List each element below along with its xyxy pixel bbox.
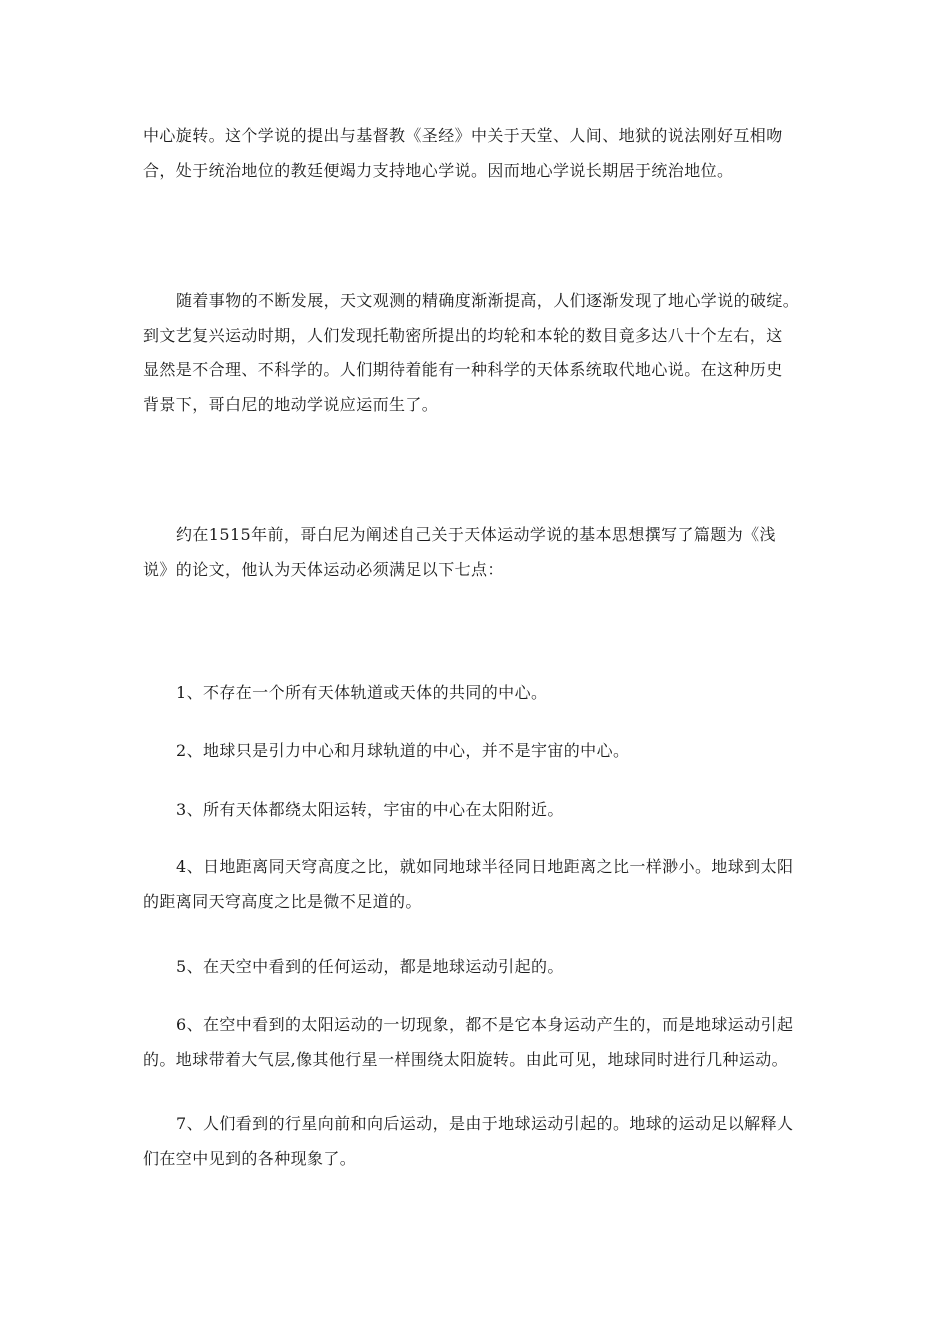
list-item-6 <box>143 1008 815 1077</box>
text-line: 5、在天空中看到的任何运动，都是地球运动引起的。 <box>176 957 564 976</box>
text-line: 们在空中见到的各种现象了。 <box>143 1148 357 1168</box>
text-line: 的距离同天穹高度之比是微不足道的。 <box>143 891 422 911</box>
text-line: 7、人们看到的行星向前和向后运动，是由于地球运动引起的。地球的运动足以解释人 <box>176 1114 794 1133</box>
list-item-3 <box>143 793 815 828</box>
text-line: 6、在空中看到的太阳运动的一切现象，都不是它本身运动产生的，而是地球运动引起 <box>176 1015 794 1034</box>
text-line: 4、日地距离同天穹高度之比，就如同地球半径同日地距离之比一样渺小。地球到太阳 <box>176 857 794 876</box>
list-item-1 <box>143 676 815 711</box>
paragraph-heliocentric-background <box>143 284 815 422</box>
text-line: 显然是不合理、不科学的。人们期待着能有一种科学的天体系统取代地心说。在这种历史 <box>143 360 783 379</box>
text-line: 的。地球带着大气层,像其他行星一样围绕太阳旋转。由此可见，地球同时进行几种运动。 <box>143 1049 789 1069</box>
list-item-7 <box>143 1107 815 1176</box>
text-line: 随着事物的不断发展，天文观测的精确度渐渐提高，人们逐渐发现了地心学说的破绽。 <box>176 291 800 310</box>
text-line: 约在1515年前，哥白尼为阐述自己关于天体运动学说的基本思想撰写了篇题为《浅 <box>176 525 776 544</box>
list-item-5 <box>143 950 815 985</box>
paragraph-commentariolus <box>143 518 815 587</box>
text-line: 3、所有天体都绕太阳运转，宇宙的中心在太阳附近。 <box>176 800 564 819</box>
text-line: 1、不存在一个所有天体轨道或天体的共同的中心。 <box>176 683 548 702</box>
list-item-4 <box>143 850 815 919</box>
paragraph-geocentric-church <box>143 119 815 188</box>
text-line: 合，处于统治地位的教廷便竭力支持地心学说。因而地心学说长期居于统治地位。 <box>143 160 734 180</box>
list-item-2 <box>143 734 815 769</box>
text-line: 到文艺复兴运动时期，人们发现托勒密所提出的均轮和本轮的数目竟多达八十个左右，这 <box>143 325 783 345</box>
text-line: 中心旋转。这个学说的提出与基督教《圣经》中关于天堂、人间、地狱的说法刚好互相吻 <box>143 126 783 145</box>
text-line: 说》的论文，他认为天体运动必须满足以下七点： <box>143 559 504 579</box>
text-line: 2、地球只是引力中心和月球轨道的中心，并不是宇宙的中心。 <box>176 741 630 760</box>
text-line: 背景下，哥白尼的地动学说应运而生了。 <box>143 394 439 414</box>
